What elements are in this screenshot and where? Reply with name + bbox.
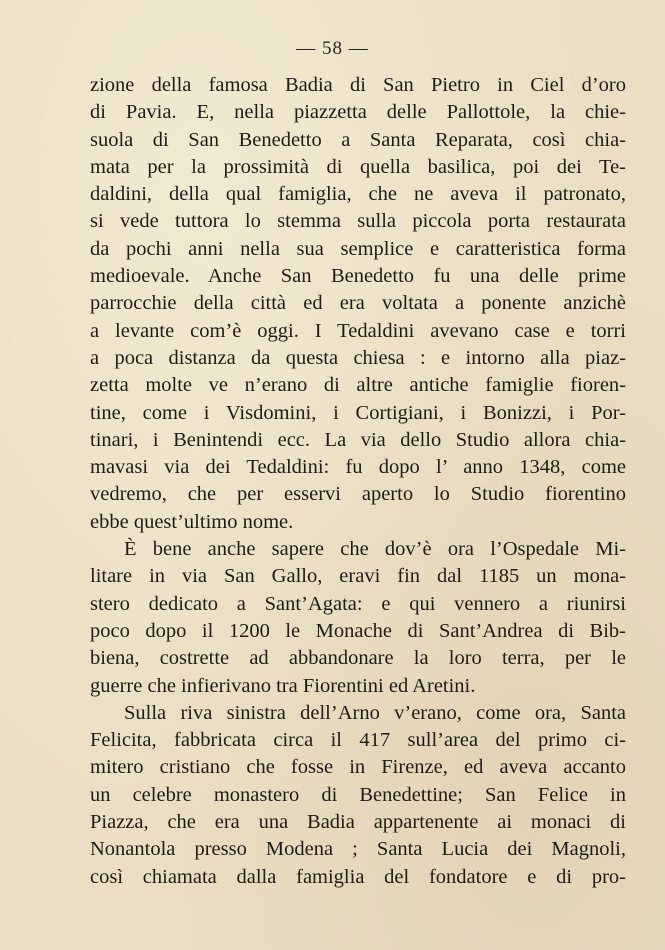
text-line: mata per la prossimità di quella basilica, poi dei Te-: [90, 155, 626, 178]
text-line: Piazza, che era una Badia appartenente ai monaci di: [90, 811, 626, 834]
text-line: mavasi via dei Tedaldini: fu dopo l’ anno 1348, come: [90, 456, 626, 479]
text-line: così chiamata dalla famiglia del fondatore e di pro-: [90, 865, 626, 888]
text-line: guerre che infierivano tra Fiorentini ed Aretini.: [90, 674, 476, 697]
text-line: medioevale. Anche San Benedetto fu una delle prime: [90, 265, 626, 288]
text-line: Nonantola presso Modena ; Santa Lucia dei Magnoli,: [90, 838, 626, 861]
text-line: zione della famosa Badia di San Pietro in Ciel d’oro: [90, 74, 626, 96]
text-line: da pochi anni nella sua semplice e caratteristica forma: [90, 237, 626, 260]
text-line: a poca distanza da questa chiesa : e intorno alla piaz-: [90, 346, 626, 369]
text-line: stero dedicato a Sant’Agata: e qui vennero a riunirsi: [90, 592, 626, 615]
text-line: si vede tuttora lo stemma sulla piccola porta restaurata: [90, 210, 626, 233]
text-line: poco dopo il 1200 le Monache di Sant’Andrea di Bib-: [90, 619, 626, 642]
text-line: biena, costrette ad abbandonare la loro terra, per le: [90, 647, 626, 670]
text-line: a levante com’è oggi. I Tedaldini avevano case e torri: [90, 319, 626, 342]
text-line: zetta molte ve n’erano di altre antiche famiglie fioren-: [90, 374, 626, 397]
text-line: tine, come i Visdomini, i Cortigiani, i Bonizzi, i Por-: [90, 401, 626, 424]
text-line: suola di San Benedetto a Santa Reparata, così chia-: [90, 128, 626, 151]
paragraph-1: [90, 72, 626, 536]
text-line: di Pavia. E, nella piazzetta delle Pallottole, la chie-: [90, 101, 626, 124]
body-text: [90, 72, 626, 891]
text-line: Felicita, fabbricata circa il 417 sull’area del primo ci-: [90, 729, 626, 752]
text-line: litare in via San Gallo, eravi fin dal 1185 un mona-: [90, 565, 626, 588]
text-line: mitero cristiano che fosse in Firenze, ed aveva accanto: [90, 756, 626, 779]
paragraph-3: [90, 700, 626, 891]
text-line: Sulla riva sinistra dell’Arno v’erano, come ora, Santa: [124, 701, 626, 724]
text-line: vedremo, che per esservi aperto lo Studio fiorentino: [90, 483, 626, 506]
text-line: È bene anche sapere che dov’è ora l’Ospedale Mi-: [124, 538, 626, 561]
text-line: daldini, della qual famiglia, che ne aveva il patronato,: [90, 183, 626, 206]
paragraph-2: [90, 536, 626, 700]
text-line: parrocchie della città ed era voltata a ponente anzichè: [90, 292, 626, 315]
text-line: ebbe quest’ultimo nome.: [90, 510, 294, 533]
text-line: un celebre monastero di Benedettine; San Felice in: [90, 783, 626, 806]
page-number: — 58 —: [296, 38, 369, 59]
text-line: tinari, i Benintendi ecc. La via dello Studio allora chia-: [90, 428, 626, 451]
